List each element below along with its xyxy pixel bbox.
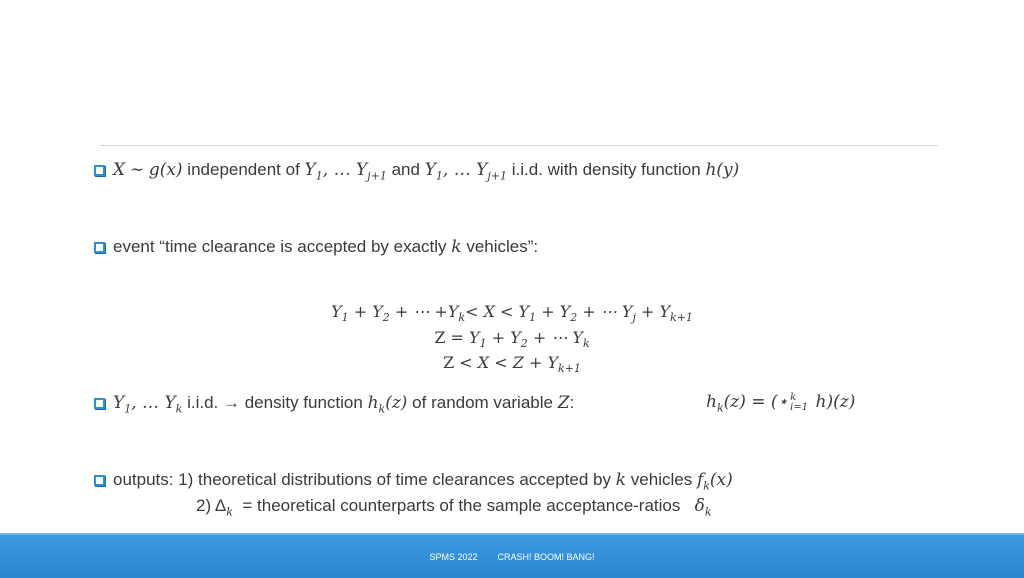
checkbox-bullet-icon (94, 242, 105, 253)
math-y-sequence-k: $Y_1$, … $Y_k$ (113, 393, 183, 416)
bullet-iid-density: $Y_1$, … $Y_k$ i.i.d. → density function $h_k(z)$ of random variable Z : (94, 393, 574, 415)
math-fk-x: $f_k(x)$ (696, 470, 733, 493)
text-independent-of: independent of (187, 160, 300, 179)
text-event: event “time clearance is accepted by exactly (113, 237, 447, 256)
equation-line-3: $Z < X < Z + Y_{k+1}$ (443, 353, 581, 376)
math-hy: h(y) (705, 160, 740, 180)
footer-title: CRASH! BOOM! BANG! (497, 551, 595, 562)
outputs-line-2 (196, 496, 711, 518)
math-y-sequence-1: $Y_1$, … $Y_{j+1}$ (304, 160, 387, 183)
header-divider (100, 145, 938, 146)
text-delta-k: 2) $\Delta_k$ (196, 496, 233, 519)
checkbox-bullet-icon (94, 475, 105, 486)
bullet-event (94, 237, 538, 257)
equation-line-2: $Z = Y_1 + Y_2$ + ⋯ $Y_k$ (434, 328, 590, 351)
equation-line-1: $Y_1 + Y_2$ + ⋯ $+Y_k< X < Y_1 + Y_2$ + ⋯ $Y_j + Y_{k+1}$ (331, 302, 693, 325)
math-Z: Z (557, 393, 570, 413)
convolution-formula: $h_k(z)$ = (⋆ k i=1 h)(z) (706, 391, 856, 415)
text-vehicles: vehicles”: (466, 237, 539, 256)
text-iid-density: i.i.d. with density function (511, 160, 701, 179)
footer-conference: SPMS 2022 (429, 551, 478, 562)
math-k: k (615, 470, 627, 490)
footer-bar (0, 533, 1024, 578)
text-random-variable: of random variable (412, 393, 553, 412)
math-y-sequence-2: $Y_1$, … $Y_{j+1}$ (424, 160, 507, 183)
math-hk-z: $h_k(z)$ (367, 393, 408, 416)
text-and: and (391, 160, 420, 179)
bullet-outputs (94, 470, 733, 492)
text-vehicles: vehicles (630, 470, 693, 489)
checkbox-bullet-icon (94, 398, 105, 409)
bullet-independence (94, 160, 739, 182)
math-x: X (113, 160, 126, 180)
math-gx: g(x) (148, 160, 183, 180)
math-delta-k: $\delta_k$ (694, 496, 712, 519)
checkbox-bullet-icon (94, 165, 105, 176)
text-outputs-2: = theoretical counterparts of the sample acceptance-ratios (242, 496, 681, 515)
math-k: k (451, 237, 462, 257)
text-iid-arrow: i.i.d. → density function (187, 393, 363, 412)
math-sim: ∼ (129, 160, 145, 180)
text-outputs-1: outputs: 1) theoretical distributions of time clearances accepted by (113, 470, 611, 489)
